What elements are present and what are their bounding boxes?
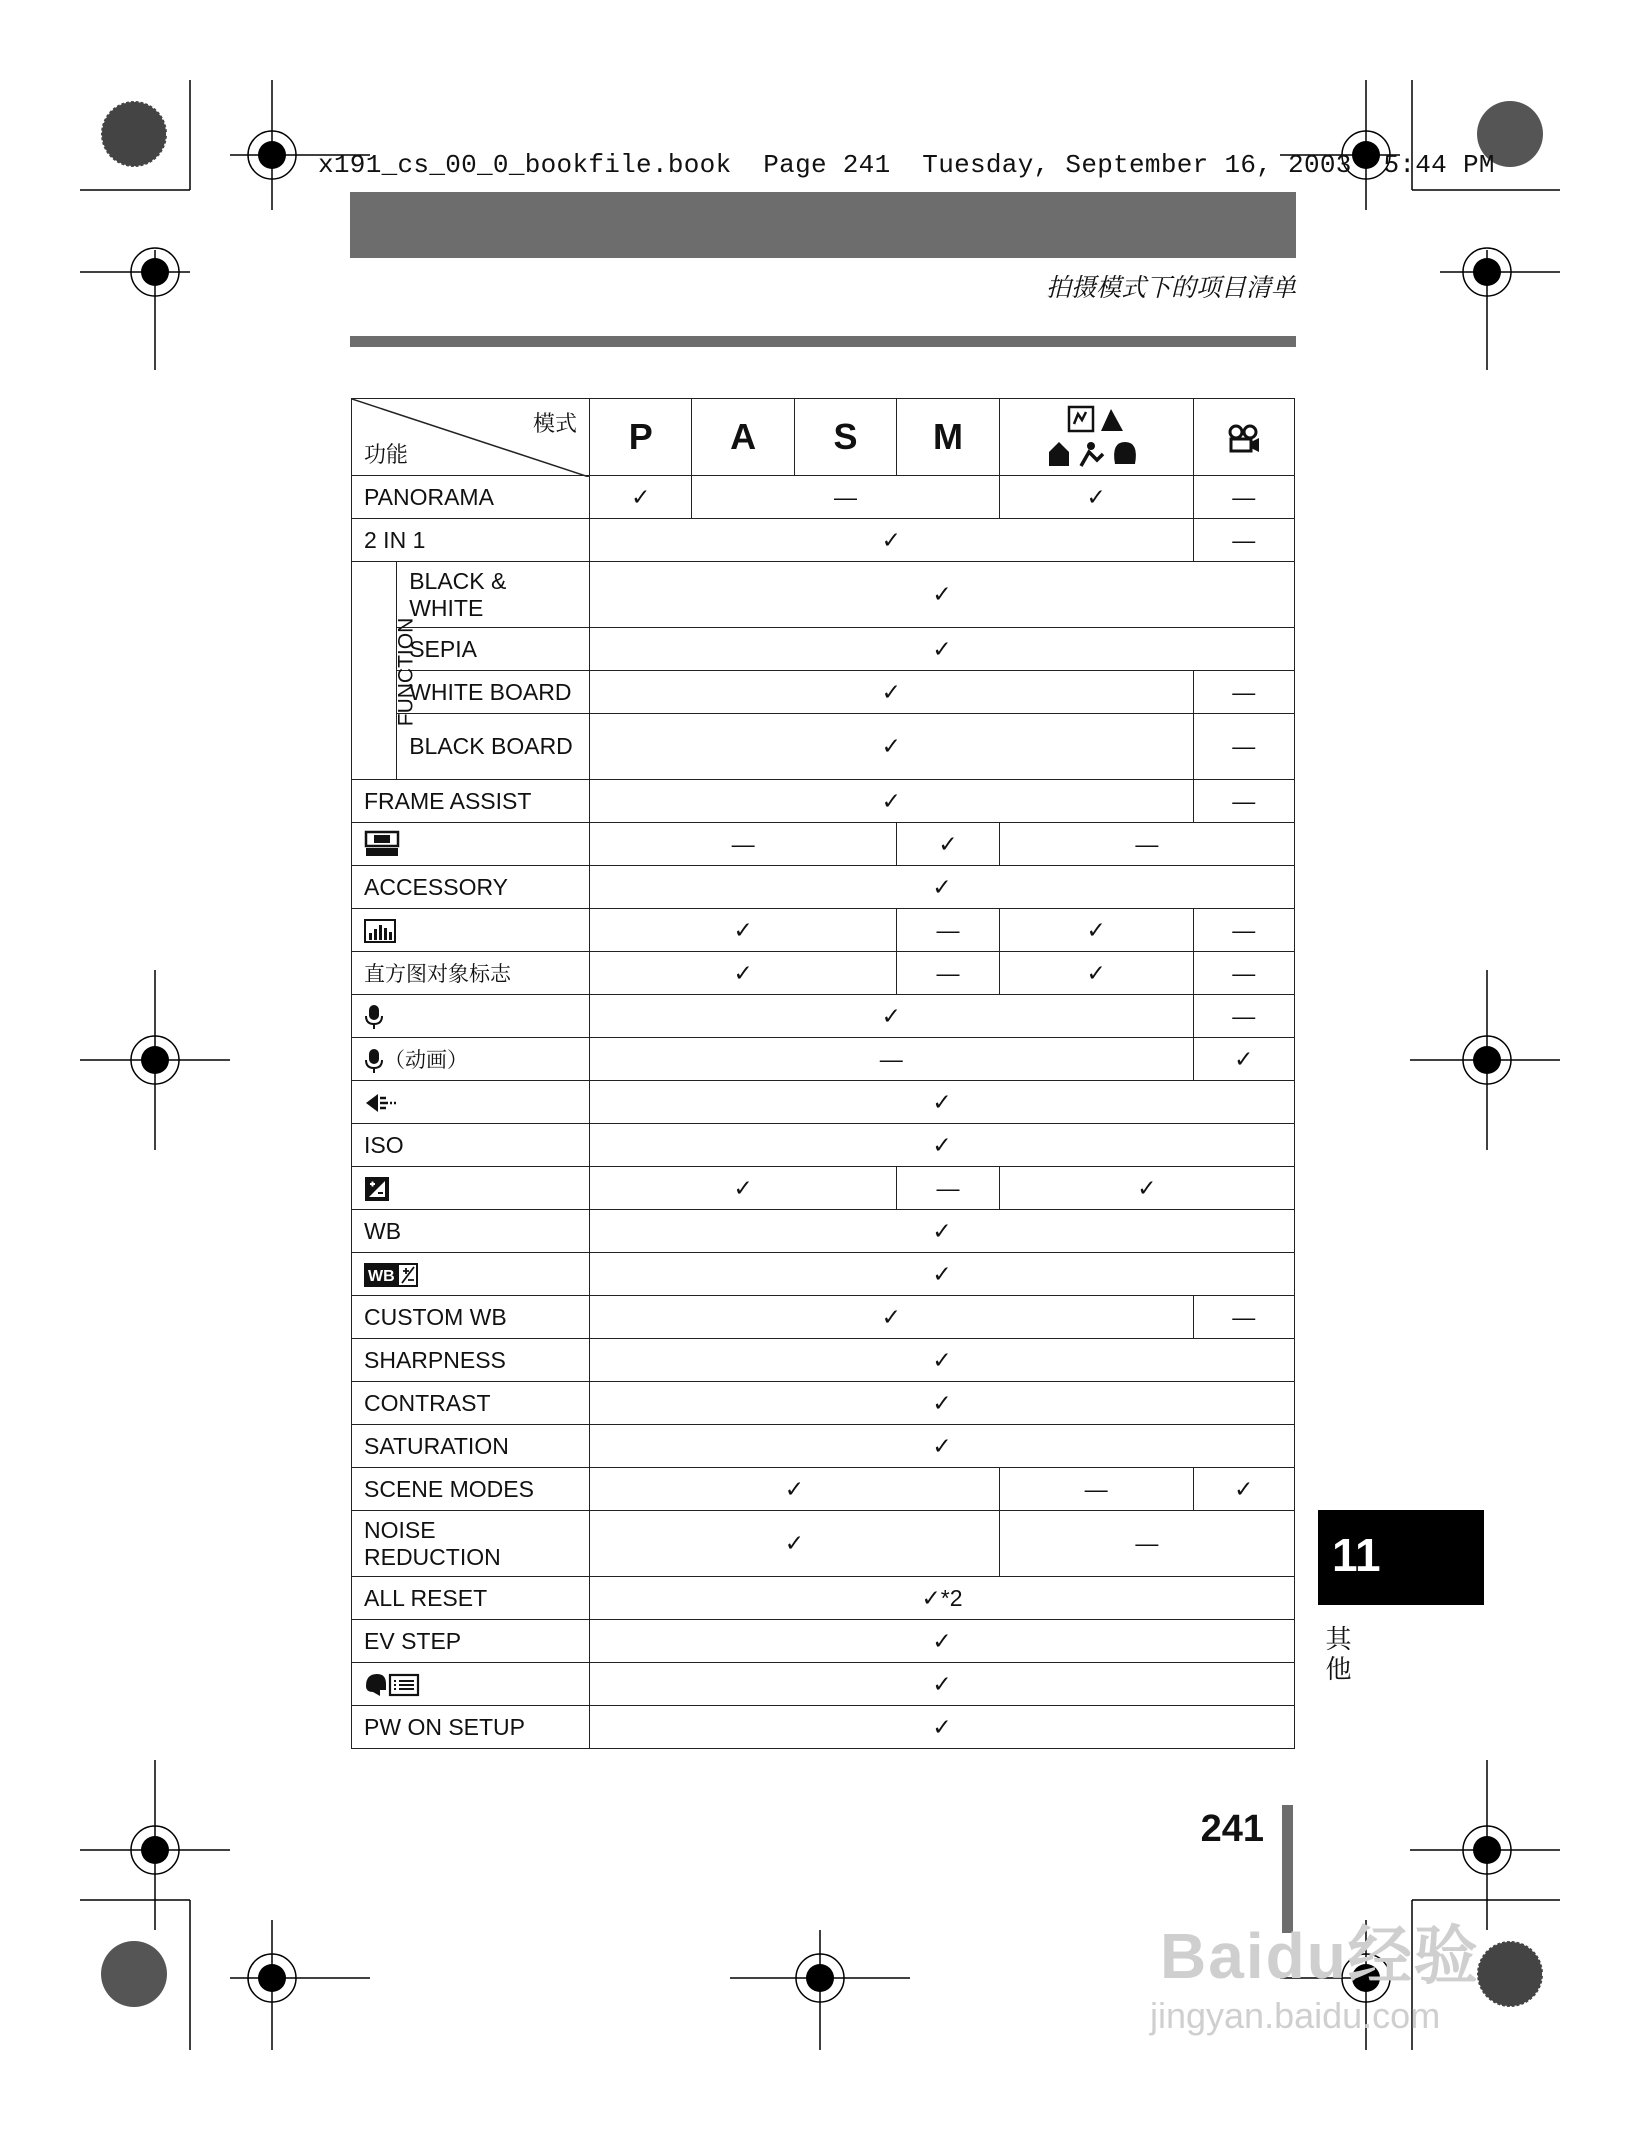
row-label-black-board: BLACK BOARD (397, 714, 590, 780)
cell-dash: — (590, 1038, 1194, 1081)
row-label-scene-modes: SCENE MODES (352, 1468, 590, 1511)
table-row (352, 866, 1295, 909)
corner-mode-label: 模式 (532, 412, 577, 437)
cell-dash: — (999, 823, 1294, 866)
language-icon (364, 1672, 420, 1698)
cell-dash: — (897, 909, 999, 952)
table-row (352, 1382, 1295, 1425)
cell-check: ✓ (590, 1620, 1295, 1663)
row-label-black-white: BLACK & WHITE (397, 562, 590, 628)
cell-check: ✓ (590, 995, 1194, 1038)
cell-check: ✓ (590, 866, 1295, 909)
watermark-url: jingyan.baidu.com (1150, 1995, 1441, 2036)
table-row (352, 1620, 1295, 1663)
header-band (350, 192, 1296, 258)
table-row (352, 519, 1295, 562)
table-row (352, 1167, 1295, 1210)
row-label-custom-wb: CUSTOM WB (352, 1296, 590, 1339)
table-row (352, 1663, 1295, 1706)
mode-header-m: M (897, 399, 999, 476)
row-label-accessory: ACCESSORY (352, 866, 590, 909)
microphone-icon (364, 1004, 384, 1030)
cell-dash: — (1193, 995, 1295, 1038)
table-row (352, 823, 1295, 866)
cell-check: ✓ (999, 952, 1193, 995)
table-row (352, 1296, 1295, 1339)
row-label-noise-reduction: NOISE REDUCTION (352, 1511, 590, 1577)
cell-check: ✓ (590, 714, 1194, 780)
cell-check: ✓ (590, 671, 1194, 714)
table-row (352, 1038, 1295, 1081)
mode-function-table (351, 398, 1295, 1749)
row-label-flash-exposure (352, 1167, 590, 1210)
cell-check: ✓ (590, 1663, 1295, 1706)
chapter-tab (1318, 1510, 1484, 1605)
table-row (352, 1081, 1295, 1124)
cell-check: ✓ (590, 1210, 1295, 1253)
cell-check: ✓ (590, 952, 897, 995)
cell-dash: — (590, 823, 897, 866)
row-label-mic (352, 995, 590, 1038)
table-row (352, 909, 1295, 952)
record-view-icon (364, 1092, 398, 1114)
mode-header-p: P (590, 399, 692, 476)
table-row (352, 995, 1295, 1038)
cell-dash: — (1193, 519, 1295, 562)
cell-dash: — (692, 476, 999, 519)
cell-dash: — (1193, 780, 1295, 823)
cell-check: ✓ (590, 562, 1295, 628)
cell-dash: — (1193, 952, 1295, 995)
row-label-sepia: SEPIA (397, 628, 590, 671)
watermark-logo: Baidu经验 (1160, 1920, 1480, 1992)
table-row (352, 1706, 1295, 1749)
cell-dash: — (1193, 714, 1295, 780)
flash-exposure-icon (364, 1176, 390, 1202)
cell-check: ✓ (999, 476, 1193, 519)
cell-check: ✓ (590, 1081, 1295, 1124)
table-row (352, 714, 1295, 780)
function-group-label: FUNCTION (352, 562, 397, 780)
row-label-2in1: 2 IN 1 (352, 519, 590, 562)
row-label-all-reset: ALL RESET (352, 1577, 590, 1620)
cell-check: ✓ (590, 1468, 1000, 1511)
row-label-panorama: PANORAMA (352, 476, 590, 519)
row-label-frame-assist: FRAME ASSIST (352, 780, 590, 823)
cell-check: ✓ (590, 1167, 897, 1210)
cell-check: ✓ (590, 780, 1194, 823)
table-row (352, 1210, 1295, 1253)
cell-dash: — (999, 1511, 1294, 1577)
cell-dash: — (1193, 671, 1295, 714)
mode-header-movie (1193, 399, 1295, 476)
cell-check-note: ✓*2 (590, 1577, 1295, 1620)
book-header-line: x191_cs_00_0_bookfile.book Page 241 Tuesday, September 16, 2003 5:44 PM (318, 150, 1495, 180)
cell-check: ✓ (590, 1706, 1295, 1749)
cell-check: ✓ (590, 519, 1194, 562)
table-row (352, 1468, 1295, 1511)
table-row (352, 1577, 1295, 1620)
mic-movie-label: （动画） (384, 1048, 468, 1072)
table-row (352, 952, 1295, 995)
row-label-saturation: SATURATION (352, 1425, 590, 1468)
cell-check: ✓ (897, 823, 999, 866)
row-label-contrast: CONTRAST (352, 1382, 590, 1425)
row-label-language (352, 1663, 590, 1706)
chapter-label: 其他 (1321, 1625, 1351, 1685)
row-label-white-board: WHITE BOARD (397, 671, 590, 714)
table-row (352, 1253, 1295, 1296)
table-row (352, 780, 1295, 823)
row-label-histogram-icon (352, 909, 590, 952)
chapter-number: 11 (1332, 1529, 1381, 1581)
cell-check: ✓ (1193, 1038, 1295, 1081)
cell-check: ✓ (590, 1296, 1194, 1339)
table-row (352, 1339, 1295, 1382)
cell-check: ✓ (590, 1253, 1295, 1296)
cell-check: ✓ (590, 1382, 1295, 1425)
mode-header-a: A (692, 399, 794, 476)
corner-function-label: 功能 (364, 443, 409, 468)
row-label-sharpness: SHARPNESS (352, 1339, 590, 1382)
my-mode-icon (364, 830, 400, 858)
movie-icon (1227, 424, 1261, 454)
header-rule (350, 336, 1296, 347)
cell-dash: — (1193, 476, 1295, 519)
row-label-wb-compensation (352, 1253, 590, 1296)
cell-check: ✓ (590, 1425, 1295, 1468)
table-row (352, 1425, 1295, 1468)
cell-check: ✓ (590, 1339, 1295, 1382)
table-corner-header (352, 399, 590, 476)
cell-check: ✓ (590, 1511, 1000, 1577)
table-row (352, 671, 1295, 714)
row-label-ev-step: EV STEP (352, 1620, 590, 1663)
row-label-record-view (352, 1081, 590, 1124)
svg-text:WB: WB (368, 1268, 395, 1286)
page-number: 241 (1200, 1808, 1264, 1850)
row-label-pw-on-setup: PW ON SETUP (352, 1706, 590, 1749)
cell-dash: — (1193, 909, 1295, 952)
cell-dash: — (897, 1167, 999, 1210)
cell-check: ✓ (999, 909, 1193, 952)
mode-header-s: S (794, 399, 896, 476)
row-label-iso: ISO (352, 1124, 590, 1167)
table-row (352, 628, 1295, 671)
row-label-histogram-marker: 直方图对象标志 (352, 952, 590, 995)
table-row (352, 562, 1295, 628)
row-label-wb: WB (352, 1210, 590, 1253)
cell-check: ✓ (590, 476, 692, 519)
cell-check: ✓ (1193, 1468, 1295, 1511)
table-row (352, 1124, 1295, 1167)
cell-check: ✓ (590, 909, 897, 952)
mode-header-scene-icons (999, 399, 1193, 476)
cell-check: ✓ (590, 628, 1295, 671)
cell-check: ✓ (590, 1124, 1295, 1167)
wb-compensation-icon (364, 1263, 418, 1287)
row-label-mymode (352, 823, 590, 866)
section-subtitle: 拍摄模式下的项目清单 (1045, 273, 1296, 302)
histogram-icon (364, 919, 396, 943)
cell-check: ✓ (999, 1167, 1294, 1210)
cell-dash: — (897, 952, 999, 995)
scene-modes-icon (1041, 404, 1151, 470)
cell-dash: — (1193, 1296, 1295, 1339)
table-row (352, 476, 1295, 519)
table-row (352, 1511, 1295, 1577)
microphone-icon (364, 1048, 384, 1074)
cell-dash: — (999, 1468, 1193, 1511)
row-label-mic-movie (352, 1038, 590, 1081)
